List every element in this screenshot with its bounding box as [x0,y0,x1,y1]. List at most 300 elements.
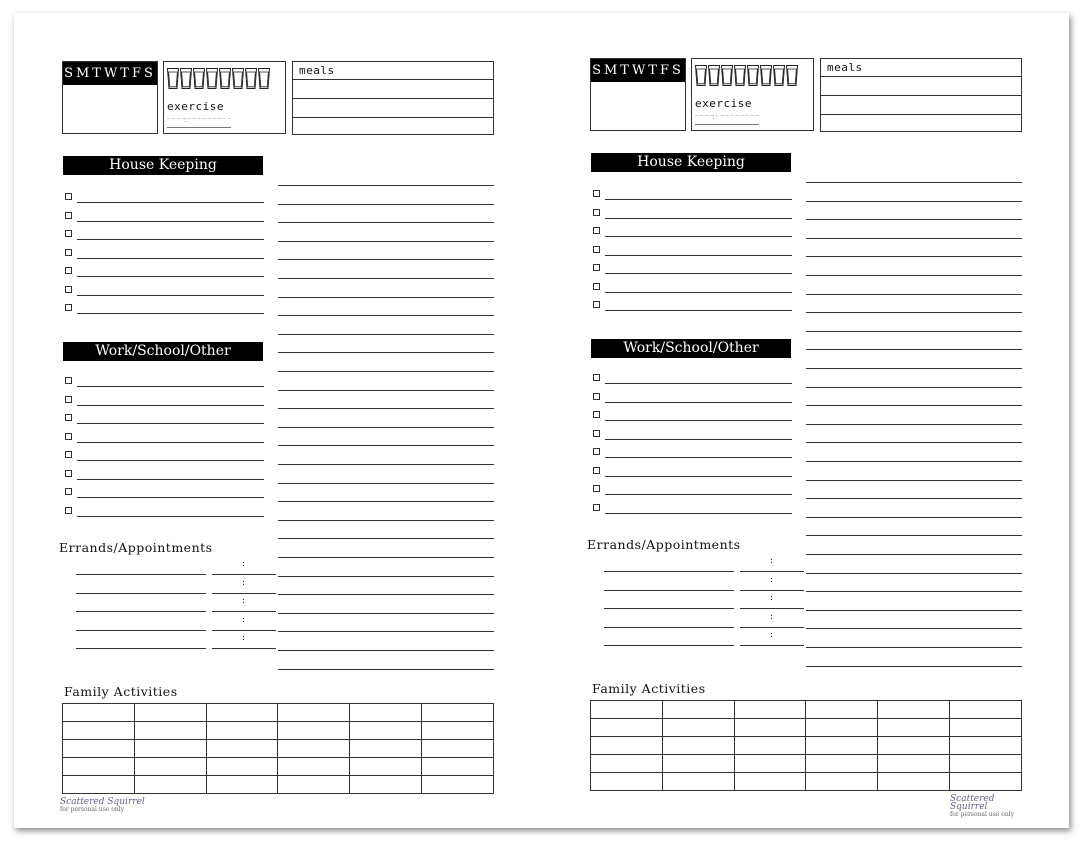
notes-line[interactable] [278,501,494,502]
exercise-time-colon: : [712,112,715,121]
checkbox-icon[interactable] [65,488,72,495]
notes-line[interactable] [278,427,494,428]
errand-time-colon: : [770,630,774,640]
errand-time-line[interactable] [740,571,804,572]
task-line [605,199,792,200]
work-task[interactable] [593,465,792,477]
notes-line[interactable] [806,442,1022,443]
scattered-squirrel-logo [60,798,145,814]
errand-time-colon: : [242,633,246,643]
family-row [591,755,1022,773]
water-glass-icon[interactable] [219,68,231,89]
house-keeping-banner: House Keeping [591,153,791,172]
family-cell[interactable] [806,737,878,755]
family-activities-heading: Family Activities [64,684,178,699]
work-task[interactable] [65,486,264,498]
task-line [77,479,264,480]
errand-time-colon: : [242,577,246,588]
notes-line[interactable] [806,628,1022,629]
checkbox-icon[interactable] [65,230,72,237]
family-cell[interactable] [878,737,950,755]
family-cell[interactable] [206,740,278,758]
notes-line[interactable] [278,669,494,670]
checkbox-icon[interactable] [65,396,72,403]
exercise-time-colon: : [184,115,187,124]
notes-line[interactable] [806,647,1022,648]
checkbox-icon[interactable] [65,507,72,514]
errand-line[interactable] [604,590,734,591]
notes-line[interactable] [278,613,494,614]
task-line [605,292,792,293]
water-exercise-box [163,61,286,134]
checkbox-icon[interactable] [593,485,600,492]
family-cell[interactable] [422,758,494,776]
errand-line[interactable] [604,571,734,572]
checkbox-icon[interactable] [593,227,600,234]
family-activities-heading: Family Activities [592,681,706,696]
work-school-other-banner: Work/School/Other [591,339,791,358]
checkbox-icon[interactable] [593,411,600,418]
family-cell[interactable] [878,755,950,773]
checkbox-icon[interactable] [593,467,600,474]
family-cell[interactable] [734,773,806,791]
family-cell[interactable] [206,722,278,740]
work-task[interactable] [593,409,792,421]
family-cell[interactable] [662,719,734,737]
errand-line[interactable] [604,608,734,609]
family-cell[interactable] [422,722,494,740]
notes-line[interactable] [806,368,1022,369]
weekday-tracker [62,61,158,134]
task-line [605,236,792,237]
errand-line[interactable] [76,648,206,649]
checkbox-icon[interactable] [65,451,72,458]
task-line [77,460,264,461]
notes-line[interactable] [278,371,494,372]
checkbox-icon[interactable] [65,249,72,256]
family-row [63,740,494,758]
checkbox-icon[interactable] [593,209,600,216]
water-glass-icon[interactable] [245,68,257,89]
family-row [591,737,1022,755]
family-cell[interactable] [422,740,494,758]
family-cell[interactable] [350,722,422,740]
task-line [77,442,264,443]
notes-line[interactable] [806,535,1022,536]
water-cups [695,65,798,87]
checkbox-icon[interactable] [593,504,600,511]
family-cell[interactable] [662,737,734,755]
checkbox-icon[interactable] [65,267,72,274]
notes-line[interactable] [278,557,494,558]
task-line [605,218,792,219]
family-cell[interactable] [662,755,734,773]
family-row [591,701,1022,719]
errand-time-line[interactable] [212,648,276,649]
task-line [605,273,792,274]
work-task[interactable] [593,446,792,458]
family-cell[interactable] [63,776,135,794]
family-cell[interactable] [422,776,494,794]
notes-line[interactable] [278,334,494,335]
notes-line[interactable] [806,219,1022,220]
task-line [77,423,264,424]
family-cell[interactable] [734,755,806,773]
checkbox-icon[interactable] [593,430,600,437]
checkbox-icon[interactable] [593,264,600,271]
notes-line[interactable] [806,182,1022,183]
task-line [77,202,264,203]
work-task[interactable] [65,431,264,443]
checkbox-icon[interactable] [65,212,72,219]
water-glass-icon[interactable] [721,65,733,86]
planner-sheet [14,13,1069,828]
family-cell[interactable] [878,773,950,791]
notes-line[interactable] [278,650,494,651]
weekday-letters: SMTWTFS [591,59,685,82]
family-row [591,773,1022,791]
task-line [605,310,792,311]
notes-line[interactable] [278,241,494,242]
notes-line[interactable] [278,315,494,316]
house-keeping-task[interactable] [593,207,792,219]
house-keeping-banner: House Keeping [63,156,263,175]
exercise-time-guide [167,118,231,119]
family-cell[interactable] [206,776,278,794]
family-row [63,704,494,722]
family-cell[interactable] [662,773,734,791]
notes-line[interactable] [278,222,494,223]
errand-time-line[interactable] [740,627,804,628]
checkbox-icon[interactable] [593,374,600,381]
errand-time-line[interactable] [740,608,804,609]
family-cell[interactable] [591,737,663,755]
family-cell[interactable] [350,776,422,794]
notes-line[interactable] [806,554,1022,555]
family-cell[interactable] [134,776,206,794]
family-cell[interactable] [950,737,1022,755]
meal-line[interactable] [293,117,493,118]
family-cell[interactable] [134,758,206,776]
house-keeping-task[interactable] [593,299,792,311]
family-cell[interactable] [278,722,350,740]
meal-line[interactable] [821,95,1021,96]
work-task[interactable] [593,372,792,384]
family-cell[interactable] [878,701,950,719]
task-line [605,457,792,458]
water-glass-icon[interactable] [747,65,759,86]
work-school-other-banner: Work/School/Other [63,342,263,361]
family-cell[interactable] [950,701,1022,719]
family-cell[interactable] [806,701,878,719]
water-glass-icon[interactable] [167,68,179,89]
water-glass-icon[interactable] [232,68,244,89]
notes-line[interactable] [806,238,1022,239]
family-cell[interactable] [591,701,663,719]
notes-line[interactable] [278,278,494,279]
checkbox-icon[interactable] [593,301,600,308]
house-keeping-task[interactable] [65,284,264,296]
task-line [77,239,264,240]
meal-line[interactable] [821,114,1021,115]
water-glass-icon[interactable] [786,65,798,86]
errand-time-colon: : [770,556,774,566]
family-cell[interactable] [63,740,135,758]
task-line [605,439,792,440]
notes-line[interactable] [278,538,494,539]
family-cell[interactable] [134,704,206,722]
family-cell[interactable] [422,704,494,722]
house-keeping-task[interactable] [593,244,792,256]
checkbox-icon[interactable] [65,433,72,440]
family-cell[interactable] [806,719,878,737]
notes-line[interactable] [806,349,1022,350]
work-task[interactable] [65,412,264,424]
work-task[interactable] [593,391,792,403]
checkbox-icon[interactable] [65,377,72,384]
notes-line[interactable] [806,461,1022,462]
checkbox-icon[interactable] [65,414,72,421]
notes-line[interactable] [278,464,494,465]
family-row [63,758,494,776]
meal-line[interactable] [293,79,493,80]
errand-time-colon: : [242,596,246,606]
family-cell[interactable] [63,722,135,740]
meal-line[interactable] [293,98,493,99]
notes-line[interactable] [278,390,494,391]
task-line [605,383,792,384]
task-line [77,276,264,277]
notes-line[interactable] [806,498,1022,499]
errands-heading: Errands/Appointments [59,540,213,555]
family-cell[interactable] [350,704,422,722]
notes-line[interactable] [278,204,494,205]
family-cell[interactable] [278,740,350,758]
task-line [77,405,264,406]
work-task[interactable] [65,449,264,461]
checkbox-icon[interactable] [593,448,600,455]
family-cell[interactable] [350,740,422,758]
house-keeping-task[interactable] [65,265,264,277]
house-keeping-task[interactable] [65,210,264,222]
family-cell[interactable] [591,755,663,773]
planner-page-right [587,58,1030,838]
work-task[interactable] [593,483,792,495]
work-task[interactable] [65,468,264,480]
weekday-letters: SMTWTFS [63,62,157,85]
task-line [77,386,264,387]
checkbox-icon[interactable] [593,246,600,253]
checkbox-icon[interactable] [65,470,72,477]
task-line [605,420,792,421]
family-cell[interactable] [591,773,663,791]
family-cell[interactable] [591,719,663,737]
water-glass-icon[interactable] [193,68,205,89]
task-line [605,402,792,403]
notes-line[interactable] [278,408,494,409]
house-keeping-task[interactable] [593,281,792,293]
house-keeping-task[interactable] [593,262,792,274]
errand-line[interactable] [76,611,206,612]
errand-time-colon: : [770,593,774,603]
checkbox-icon[interactable] [593,393,600,400]
notes-line[interactable] [806,275,1022,276]
logo-text: Scattered Squirrel [950,794,995,812]
family-cell[interactable] [950,773,1022,791]
water-glass-icon[interactable] [760,65,772,86]
task-line [605,476,792,477]
house-keeping-task[interactable] [593,188,792,200]
water-glass-icon[interactable] [708,65,720,86]
exercise-label: exercise [695,97,752,110]
logo-subtext: for personal use only [950,811,1015,818]
notes-line[interactable] [806,387,1022,388]
notes-line[interactable] [278,445,494,446]
work-task[interactable] [593,502,792,514]
meals-label: meals [299,64,335,77]
house-keeping-task[interactable] [593,225,792,237]
errand-line[interactable] [604,645,734,646]
meals-box [292,61,494,135]
family-row [591,719,1022,737]
water-glass-icon[interactable] [180,68,192,89]
family-activities-grid [62,703,494,794]
family-cell[interactable] [950,719,1022,737]
errand-time-line[interactable] [740,590,804,591]
family-cell[interactable] [806,755,878,773]
water-glass-icon[interactable] [258,68,270,89]
task-line [77,497,264,498]
notes-line[interactable] [806,405,1022,406]
family-cell[interactable] [950,755,1022,773]
family-cell[interactable] [734,737,806,755]
family-cell[interactable] [134,740,206,758]
task-line [77,295,264,296]
family-cell[interactable] [278,704,350,722]
notes-line[interactable] [278,297,494,298]
notes-line[interactable] [278,631,494,632]
house-keeping-task[interactable] [65,302,264,314]
water-glass-icon[interactable] [695,65,707,86]
checkbox-icon[interactable] [65,286,72,293]
notes-line[interactable] [278,259,494,260]
exercise-time-guide [695,115,759,116]
task-line [605,513,792,514]
checkbox-icon[interactable] [65,304,72,311]
notes-line[interactable] [278,352,494,353]
notes-line[interactable] [806,312,1022,313]
family-cell[interactable] [806,773,878,791]
exercise-line[interactable] [695,124,759,125]
house-keeping-task[interactable] [65,247,264,259]
errand-line[interactable] [76,593,206,594]
notes-line[interactable] [278,594,494,595]
water-cups [167,68,270,90]
errand-time-line[interactable] [212,574,276,575]
family-cell[interactable] [878,719,950,737]
errand-time-line[interactable] [740,645,804,646]
planner-page-left [59,61,502,841]
checkbox-icon[interactable] [593,190,600,197]
meals-label: meals [827,61,863,74]
exercise-label: exercise [167,100,224,113]
notes-line[interactable] [806,573,1022,574]
work-task[interactable] [65,394,264,406]
notes-line[interactable] [806,517,1022,518]
meal-line[interactable] [821,76,1021,77]
notes-line[interactable] [806,480,1022,481]
exercise-line[interactable] [167,127,231,128]
family-cell[interactable] [206,704,278,722]
notes-line[interactable] [806,666,1022,667]
work-task[interactable] [65,505,264,517]
family-cell[interactable] [734,701,806,719]
family-cell[interactable] [63,704,135,722]
errands-heading: Errands/Appointments [587,537,741,552]
notes-line[interactable] [806,331,1022,332]
errand-line[interactable] [76,630,206,631]
task-line [605,494,792,495]
errand-time-colon: : [770,574,774,585]
errand-time-line[interactable] [212,630,276,631]
house-keeping-task[interactable] [65,191,264,203]
water-glass-icon[interactable] [734,65,746,86]
errand-time-line[interactable] [212,611,276,612]
task-line [77,221,264,222]
family-cell[interactable] [662,701,734,719]
family-row [63,722,494,740]
notes-line[interactable] [278,520,494,521]
water-glass-icon[interactable] [206,68,218,89]
checkbox-icon[interactable] [593,283,600,290]
notes-line[interactable] [806,591,1022,592]
notes-line[interactable] [278,483,494,484]
meals-box [820,58,1022,132]
task-line [77,516,264,517]
family-cell[interactable] [278,776,350,794]
errand-time-colon: : [242,614,246,625]
errand-time-colon: : [242,559,246,569]
family-cell[interactable] [206,758,278,776]
notes-line[interactable] [806,256,1022,257]
errand-time-line[interactable] [212,593,276,594]
family-cell[interactable] [734,719,806,737]
notes-line[interactable] [806,610,1022,611]
logo-text: Scattered Squirrel [60,797,145,807]
family-row [63,776,494,794]
water-exercise-box [691,58,814,131]
notes-line[interactable] [278,185,494,186]
family-activities-grid [590,700,1022,791]
family-cell[interactable] [134,722,206,740]
task-line [605,255,792,256]
work-task[interactable] [65,375,264,387]
logo-subtext: for personal use only [60,806,125,813]
work-task[interactable] [593,428,792,440]
house-keeping-task[interactable] [65,228,264,240]
notes-line[interactable] [806,294,1022,295]
errand-line[interactable] [76,574,206,575]
water-glass-icon[interactable] [773,65,785,86]
notes-line[interactable] [806,424,1022,425]
notes-line[interactable] [806,201,1022,202]
checkbox-icon[interactable] [65,193,72,200]
errand-line[interactable] [604,627,734,628]
family-cell[interactable] [278,758,350,776]
family-cell[interactable] [63,758,135,776]
notes-line[interactable] [278,576,494,577]
family-cell[interactable] [350,758,422,776]
